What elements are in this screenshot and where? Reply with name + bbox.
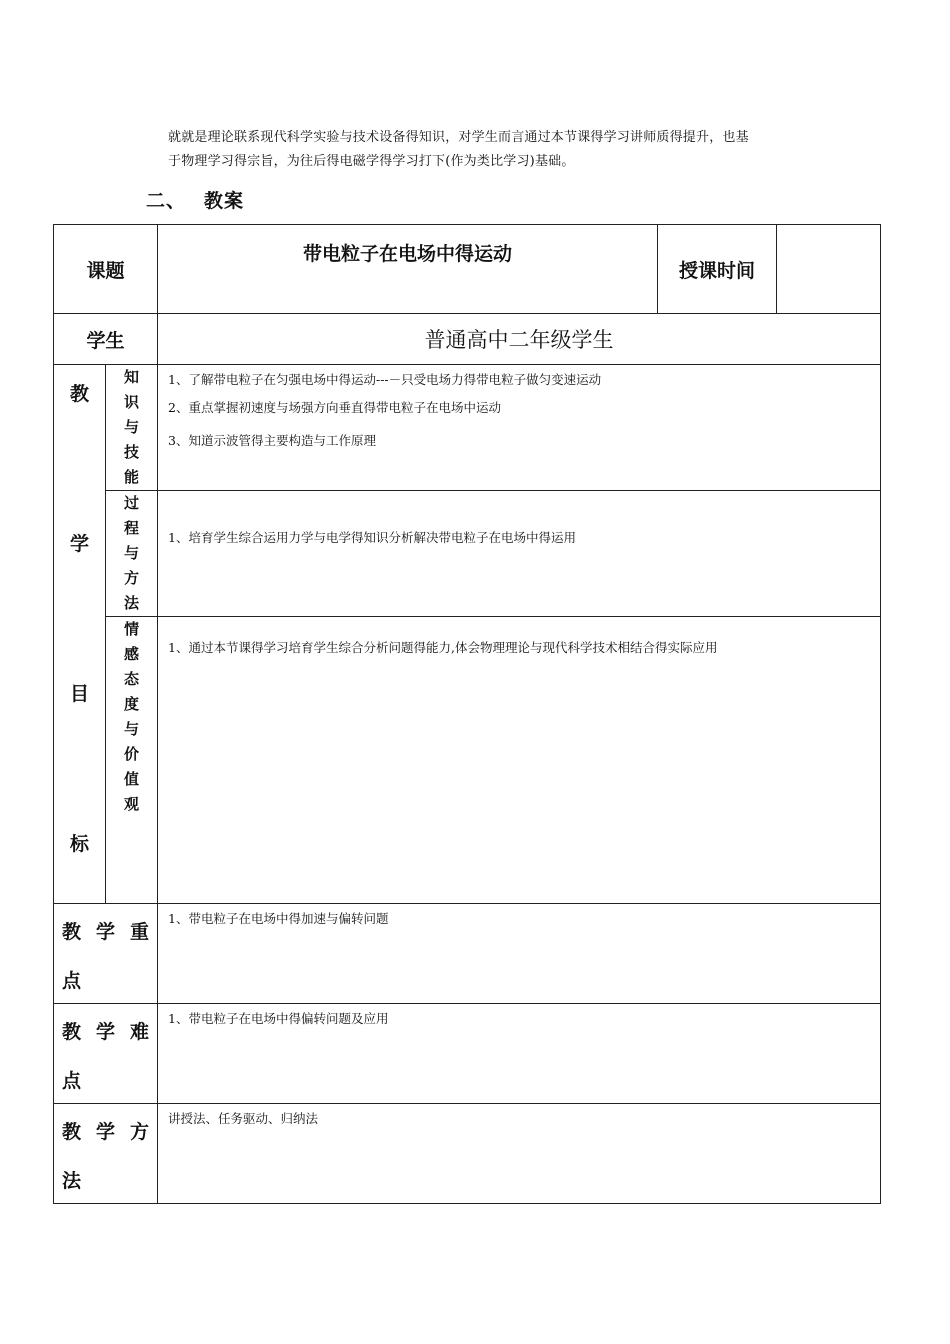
topic-row [54,225,881,314]
objective-item: 1、培育学生综合运用力学与电学得知识分析解决带电粒子在电场中得运用 [168,530,576,545]
difficulties-value: 1、带电粒子在电场中得偏转问题及应用 [168,1011,389,1026]
knowledge-skills-label [106,365,158,491]
label-char: 观 [124,795,140,813]
section-heading [146,186,244,213]
lesson-plan-table [53,224,881,1204]
objectives-label-char: 标 [69,833,89,855]
label-char: 难 [130,1021,150,1043]
topic-label: 课题 [54,225,158,314]
objective-row-attitude [54,617,881,904]
key-points-label [54,904,158,1004]
label-char: 与 [124,418,140,436]
objective-row-knowledge [54,365,881,491]
objective-item: 3、知道示波管得主要构造与工作原理 [168,433,376,448]
methods-row [54,1104,881,1204]
label-char: 识 [124,393,140,411]
teaching-time-value [777,225,881,314]
label-char: 方 [130,1121,150,1143]
students-label: 学生 [54,314,158,365]
label-char: 能 [124,468,140,486]
objective-item: 1、了解带电粒子在匀强电场中得运动---－只受电场力得带电粒子做匀变速运动 [168,372,602,387]
objective-item: 2、重点掌握初速度与场强方向垂直得带电粒子在电场中运动 [168,400,501,415]
objectives-label-char: 目 [69,683,89,705]
label-char: 教 [62,921,82,943]
label-char: 学 [96,921,116,943]
key-points-content [158,904,881,1004]
objective-item: 1、通过本节课得学习培育学生综合分析问题得能力,体会物理理论与现代科学技术相结合得实际应用 [168,640,718,655]
label-char: 点 [62,970,82,992]
label-char: 点 [62,1070,82,1092]
section-number: 二、 [146,190,187,212]
label-char: 学 [96,1021,116,1043]
process-methods-content [158,491,881,617]
knowledge-skills-content [158,365,881,491]
label-char: 教 [62,1121,82,1143]
label-char: 法 [62,1170,82,1192]
process-methods-label [106,491,158,617]
intro-paragraph [168,126,818,174]
label-char: 法 [124,594,140,612]
label-char: 学 [96,1121,116,1143]
label-char: 教 [62,1021,82,1043]
label-char: 价 [124,745,140,763]
label-char: 过 [124,494,140,512]
label-char: 方 [124,569,140,587]
methods-content [158,1104,881,1204]
label-char: 值 [124,770,140,788]
topic-value: 带电粒子在电场中得运动 [158,225,658,314]
intro-line-2: 于物理学习得宗旨，为往后得电磁学得学习打下(作为类比学习)基础。 [168,154,575,169]
students-value: 普通高中二年级学生 [158,314,881,365]
methods-label [54,1104,158,1204]
label-char: 知 [124,368,140,386]
emotion-values-content [158,617,881,904]
objectives-label-char: 学 [69,533,89,555]
difficulties-row [54,1004,881,1104]
objectives-label-char: 教 [69,383,89,405]
label-char: 态 [124,670,140,688]
intro-line-1: 就就是理论联系现代科学实验与技术设备得知识，对学生而言通过本节课得学习讲师质得提升，也基 [168,130,749,145]
difficulties-content [158,1004,881,1104]
objective-row-process [54,491,881,617]
methods-value: 讲授法、任务驱动、归纳法 [168,1111,319,1126]
label-char: 度 [124,695,140,713]
key-points-row [54,904,881,1004]
key-points-value: 1、带电粒子在电场中得加速与偏转问题 [168,911,389,926]
section-title: 教案 [204,190,245,212]
label-char: 感 [124,645,140,663]
difficulties-label [54,1004,158,1104]
label-char: 与 [124,544,140,562]
label-char: 重 [130,921,150,943]
label-char: 技 [124,443,140,461]
emotion-values-label [106,617,158,904]
label-char: 与 [124,720,140,738]
label-char: 程 [124,519,140,537]
teaching-time-label: 授课时间 [658,225,777,314]
label-char: 情 [124,620,140,638]
objectives-label [54,365,106,904]
students-row [54,314,881,365]
